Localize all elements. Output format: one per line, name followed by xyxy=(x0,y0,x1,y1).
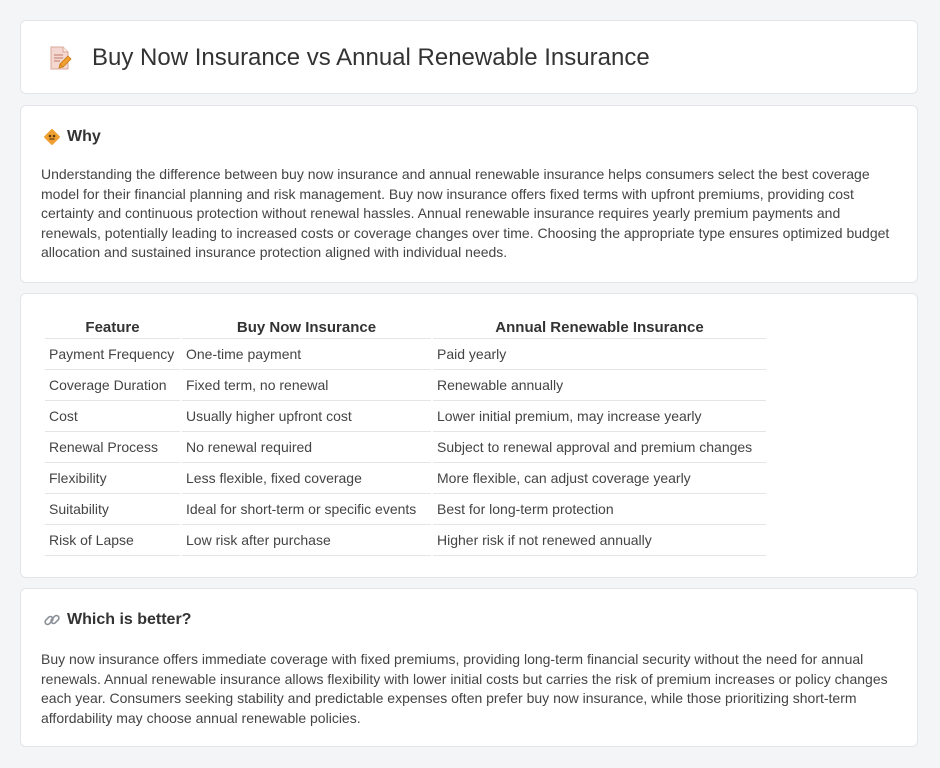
link-icon xyxy=(43,611,61,629)
table-header-row xyxy=(45,316,766,339)
table-cell: Usually higher upfront cost xyxy=(182,401,431,432)
table-cell: Payment Frequency xyxy=(45,339,180,370)
table-row xyxy=(45,525,766,556)
table-cell: Low risk after purchase xyxy=(182,525,431,556)
table-cell: Best for long-term protection xyxy=(433,494,766,525)
why-card xyxy=(20,105,918,283)
table-cell: Cost xyxy=(45,401,180,432)
table-cell: Ideal for short-term or specific events xyxy=(182,494,431,525)
table-cell: Renewal Process xyxy=(45,432,180,463)
comparison-table xyxy=(43,316,768,556)
table-row xyxy=(45,432,766,463)
table-cell: Renewable annually xyxy=(433,370,766,401)
column-header-buy-now: Buy Now Insurance xyxy=(182,316,431,339)
diamond-sign-icon xyxy=(43,128,61,146)
table-cell: Risk of Lapse xyxy=(45,525,180,556)
better-heading xyxy=(43,611,191,629)
table-cell: Higher risk if not renewed annually xyxy=(433,525,766,556)
column-header-annual-renewable: Annual Renewable Insurance xyxy=(433,316,766,339)
better-heading-label: Which is better? xyxy=(67,611,192,628)
title-card xyxy=(20,20,918,94)
table-cell: Less flexible, fixed coverage xyxy=(182,463,431,494)
table-cell: Coverage Duration xyxy=(45,370,180,401)
table-cell: Fixed term, no renewal xyxy=(182,370,431,401)
column-header-feature: Feature xyxy=(45,316,180,339)
page-title: Buy Now Insurance vs Annual Renewable Insurance xyxy=(92,44,650,71)
table-cell: Lower initial premium, may increase yearly xyxy=(433,401,766,432)
table-cell: More flexible, can adjust coverage yearly xyxy=(433,463,766,494)
table-cell: No renewal required xyxy=(182,432,431,463)
table-cell: Flexibility xyxy=(45,463,180,494)
table-cell: Suitability xyxy=(45,494,180,525)
which-is-better-card xyxy=(20,588,918,747)
why-heading xyxy=(43,128,101,146)
title-wrap xyxy=(48,44,650,72)
table-row xyxy=(45,339,766,370)
table-row xyxy=(45,463,766,494)
table-cell: Paid yearly xyxy=(433,339,766,370)
why-heading-label: Why xyxy=(67,128,101,145)
why-text: Understanding the difference between buy now insurance and annual renewable insurance helps consumers select the best coverage model for their financial planning and risk management. Buy now insurance offers fixed terms with upfront premiums, providing cost certainty and continuous protection without renewal hassles. Annual renewable insurance requires yearly premium payments and renewals, potentially leading to increased costs or coverage changes over time. Choosing the appropriate type ensures optimized budget allocation and sustained insurance protection aligned with individual needs. xyxy=(41,166,890,260)
table-row xyxy=(45,494,766,525)
document-pencil-icon xyxy=(48,45,72,71)
better-text: Buy now insurance offers immediate coverage with fixed premiums, providing long-term financial security without the need for annual renewals. Annual renewable insurance allows flexibility with lower initial costs but carries the risk of premium increases or policy changes each year. Consumers seeking stability and predictable expenses often prefer buy now insurance, while those prioritizing short-term affordability may choose annual renewable policies. xyxy=(41,651,888,726)
table-cell: Subject to renewal approval and premium changes xyxy=(433,432,766,463)
table-row xyxy=(45,401,766,432)
table-cell: One-time payment xyxy=(182,339,431,370)
table-row xyxy=(45,370,766,401)
comparison-card xyxy=(20,293,918,578)
